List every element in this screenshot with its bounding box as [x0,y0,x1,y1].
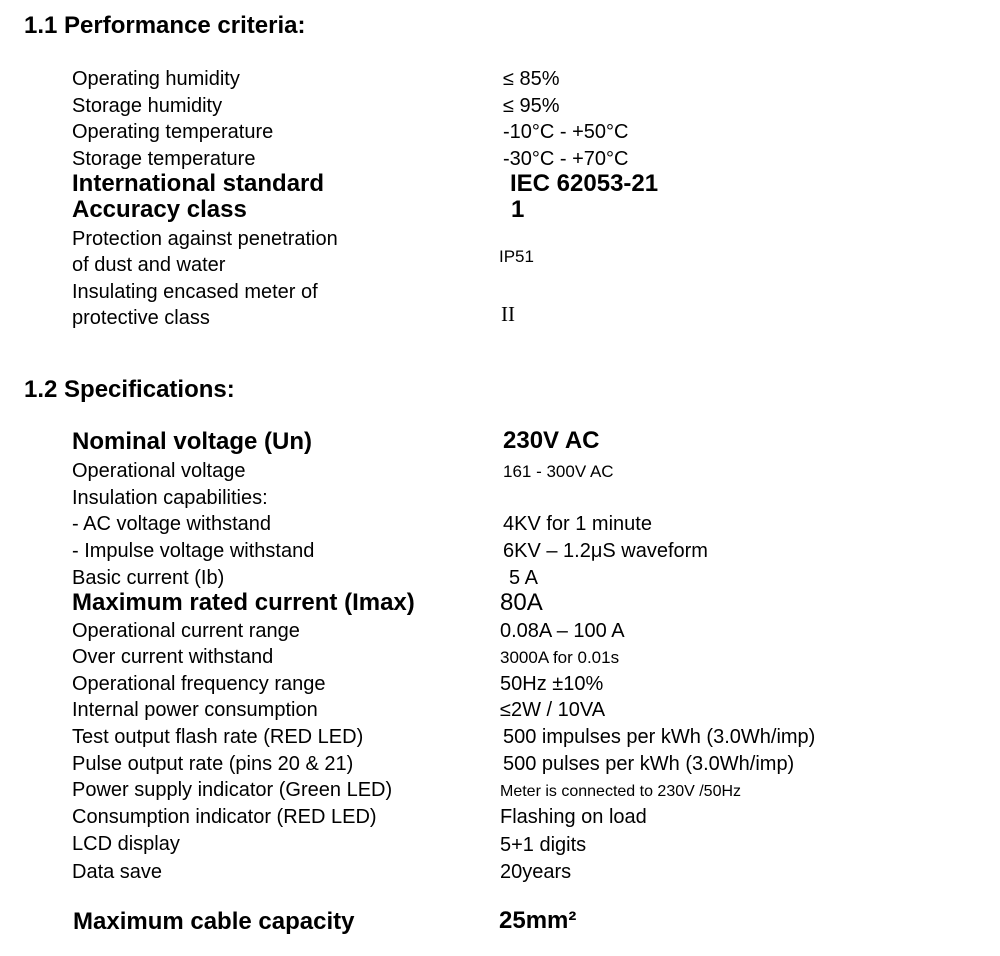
over-current-value: 3000A for 0.01s [500,648,620,667]
performance-criteria-heading: 1.1 Performance criteria: [24,12,306,39]
insulation-class-value: II [501,302,515,326]
data-save-label: Data save [72,861,163,883]
storage-temperature-label: Storage temperature [72,148,256,170]
frequency-range-label: Operational frequency range [72,673,326,695]
insulation-capabilities-label: Insulation capabilities: [72,487,268,509]
ac-withstand-value: 4KV for 1 minute [503,513,652,535]
max-current-label: Maximum rated current (Imax) [72,589,415,616]
lcd-display-value: 5+1 digits [500,834,587,856]
storage-humidity-label: Storage humidity [72,95,223,117]
frequency-range-value: 50Hz ±10% [500,673,604,695]
basic-current-label: Basic current (Ib) [72,567,225,589]
accuracy-class-value: 1 [511,196,525,223]
current-range-label: Operational current range [72,620,300,642]
max-current-value: 80A [500,589,543,616]
operating-temperature-label: Operating temperature [72,121,274,143]
specifications-heading: 1.2 Specifications: [24,376,235,403]
power-consumption-label: Internal power consumption [72,699,318,721]
power-consumption-value: ≤2W / 10VA [500,699,606,721]
test-output-label: Test output flash rate (RED LED) [72,726,364,748]
impulse-withstand-value: 6KV – 1.2μS waveform [503,540,708,562]
international-standard-label: International standard [72,170,325,197]
current-range-value: 0.08A – 100 A [500,620,625,642]
insulation-class-label-line2: protective class [72,307,210,329]
nominal-voltage-label: Nominal voltage (Un) [72,428,313,455]
pulse-output-label: Pulse output rate (pins 20 & 21) [72,753,354,775]
lcd-display-label: LCD display [72,833,180,855]
operational-voltage-label: Operational voltage [72,460,246,482]
pulse-output-value: 500 pulses per kWh (3.0Wh/imp) [503,753,795,775]
international-standard-value: IEC 62053-21 [510,170,659,197]
protection-value: IP51 [499,247,534,266]
power-indicator-label: Power supply indicator (Green LED) [72,779,393,801]
over-current-label: Over current withstand [72,646,274,668]
operating-humidity-label: Operating humidity [72,68,240,90]
consumption-indicator-label: Consumption indicator (RED LED) [72,806,377,828]
storage-temperature-value: -30°C - +70°C [503,148,629,170]
protection-label-line1: Protection against penetration [72,228,338,250]
ac-withstand-label: - AC voltage withstand [72,513,271,535]
storage-humidity-value: ≤ 95% [503,95,560,117]
nominal-voltage-value: 230V AC [503,427,600,454]
cable-capacity-value: 25mm² [499,907,577,934]
power-indicator-value: Meter is connected to 230V /50Hz [500,783,742,800]
operational-voltage-value: 161 - 300V AC [503,462,614,481]
test-output-value: 500 impulses per kWh (3.0Wh/imp) [503,726,816,748]
data-save-value: 20years [500,861,572,883]
insulation-class-label-line1: Insulating encased meter of [72,281,318,303]
operating-temperature-value: -10°C - +50°C [503,121,629,143]
protection-label-line2: of dust and water [72,254,226,276]
accuracy-class-label: Accuracy class [72,196,247,223]
consumption-indicator-value: Flashing on load [500,806,647,828]
impulse-withstand-label: - Impulse voltage withstand [72,540,315,562]
operating-humidity-value: ≤ 85% [503,68,560,90]
cable-capacity-label: Maximum cable capacity [73,908,355,935]
basic-current-value: 5 A [509,567,538,589]
